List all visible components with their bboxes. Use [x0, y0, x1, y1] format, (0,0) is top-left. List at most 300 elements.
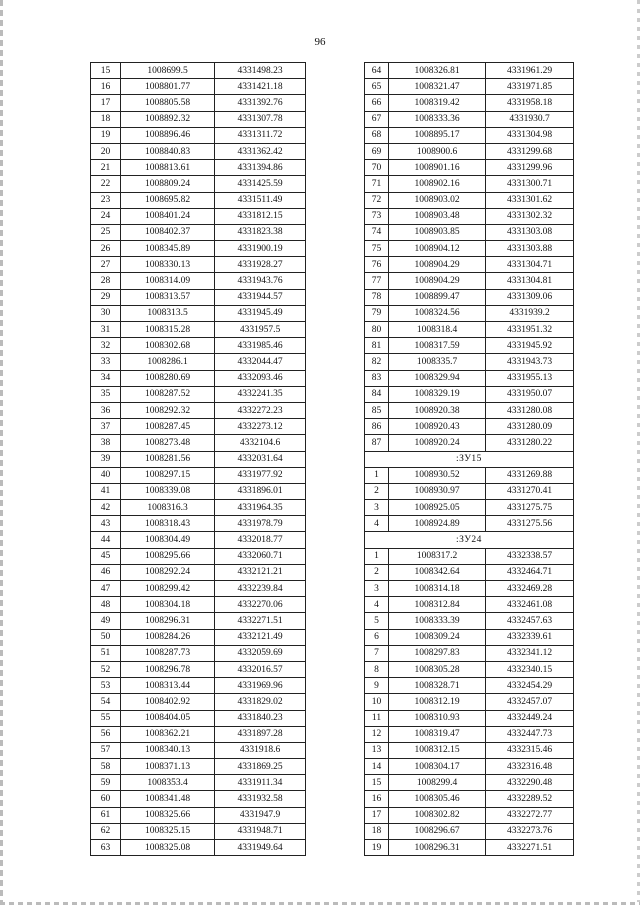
point-number: 84 [365, 386, 389, 402]
y-coordinate: 4332273.12 [215, 419, 306, 435]
table-row [91, 435, 306, 451]
coordinates-table-left [90, 62, 306, 856]
table-row [91, 710, 306, 726]
x-coordinate: 1008296.31 [121, 613, 215, 629]
point-number: 34 [91, 370, 121, 386]
point-number: 21 [91, 160, 121, 176]
x-coordinate: 1008333.39 [389, 613, 486, 629]
y-coordinate: 4332104.6 [215, 435, 306, 451]
x-coordinate: 1008296.78 [121, 661, 215, 677]
y-coordinate: 4332060.71 [215, 548, 306, 564]
y-coordinate: 4331945.92 [486, 338, 574, 354]
table-row [365, 419, 574, 435]
y-coordinate: 4332464.71 [486, 564, 574, 580]
y-coordinate: 4331840.23 [215, 710, 306, 726]
point-number: 47 [91, 581, 121, 597]
y-coordinate: 4332272.23 [215, 402, 306, 418]
table-row [365, 629, 574, 645]
y-coordinate: 4331301.62 [486, 192, 574, 208]
y-coordinate: 4331945.49 [215, 305, 306, 321]
table-row [365, 370, 574, 386]
x-coordinate: 1008286.1 [121, 354, 215, 370]
x-coordinate: 1008313.44 [121, 678, 215, 694]
table-row [91, 613, 306, 629]
point-number: 28 [91, 273, 121, 289]
point-number: 70 [365, 160, 389, 176]
y-coordinate: 4332121.21 [215, 564, 306, 580]
table-row [365, 289, 574, 305]
y-coordinate: 4331939.2 [486, 305, 574, 321]
point-number: 58 [91, 759, 121, 775]
table-row [91, 694, 306, 710]
point-number: 44 [91, 532, 121, 548]
y-coordinate: 4331955.13 [486, 370, 574, 386]
y-coordinate: 4331961.29 [486, 63, 574, 79]
y-coordinate: 4331303.08 [486, 224, 574, 240]
table-row [91, 823, 306, 839]
point-number: 10 [365, 694, 389, 710]
coordinates-table-right [364, 62, 574, 856]
y-coordinate: 4332121.49 [215, 629, 306, 645]
table-row [365, 726, 574, 742]
point-number: 38 [91, 435, 121, 451]
table-row [365, 483, 574, 499]
y-coordinate: 4331977.92 [215, 467, 306, 483]
x-coordinate: 1008900.6 [389, 143, 486, 159]
y-coordinate: 4331896.01 [215, 483, 306, 499]
point-number: 81 [365, 338, 389, 354]
table-row [91, 791, 306, 807]
x-coordinate: 1008335.7 [389, 354, 486, 370]
y-coordinate: 4331421.18 [215, 79, 306, 95]
point-number: 46 [91, 564, 121, 580]
y-coordinate: 4332315.46 [486, 742, 574, 758]
y-coordinate: 4332469.28 [486, 581, 574, 597]
table-row [91, 370, 306, 386]
table-row [365, 176, 574, 192]
table-row [91, 79, 306, 95]
x-coordinate: 1008296.31 [389, 840, 486, 856]
x-coordinate: 1008930.97 [389, 483, 486, 499]
y-coordinate: 4332018.77 [215, 532, 306, 548]
point-number: 25 [91, 224, 121, 240]
y-coordinate: 4331869.25 [215, 759, 306, 775]
point-number: 69 [365, 143, 389, 159]
point-number: 22 [91, 176, 121, 192]
y-coordinate: 4331911.34 [215, 775, 306, 791]
x-coordinate: 1008920.43 [389, 419, 486, 435]
x-coordinate: 1008920.24 [389, 435, 486, 451]
table-row [365, 548, 574, 564]
table-row [91, 726, 306, 742]
x-coordinate: 1008305.28 [389, 661, 486, 677]
section-row [365, 532, 574, 548]
point-number: 68 [365, 127, 389, 143]
x-coordinate: 1008312.84 [389, 597, 486, 613]
y-coordinate: 4331829.02 [215, 694, 306, 710]
x-coordinate: 1008317.59 [389, 338, 486, 354]
table-row [365, 661, 574, 677]
point-number: 3 [365, 500, 389, 516]
point-number: 17 [91, 95, 121, 111]
y-coordinate: 4331930.7 [486, 111, 574, 127]
x-coordinate: 1008329.94 [389, 370, 486, 386]
table-row [365, 435, 574, 451]
x-coordinate: 1008903.02 [389, 192, 486, 208]
table-row [91, 532, 306, 548]
x-coordinate: 1008296.67 [389, 823, 486, 839]
x-coordinate: 1008297.15 [121, 467, 215, 483]
point-number: 45 [91, 548, 121, 564]
table-row [91, 645, 306, 661]
x-coordinate: 1008299.4 [389, 775, 486, 791]
x-coordinate: 1008333.36 [389, 111, 486, 127]
table-row [91, 629, 306, 645]
point-number: 71 [365, 176, 389, 192]
y-coordinate: 4332016.57 [215, 661, 306, 677]
table-row [365, 516, 574, 532]
x-coordinate: 1008310.93 [389, 710, 486, 726]
y-coordinate: 4331900.19 [215, 241, 306, 257]
x-coordinate: 1008324.56 [389, 305, 486, 321]
y-coordinate: 4331311.72 [215, 127, 306, 143]
x-coordinate: 1008892.32 [121, 111, 215, 127]
y-coordinate: 4331280.08 [486, 402, 574, 418]
y-coordinate: 4331270.41 [486, 483, 574, 499]
y-coordinate: 4332339.61 [486, 629, 574, 645]
y-coordinate: 4331269.88 [486, 467, 574, 483]
table-row [365, 322, 574, 338]
x-coordinate: 1008930.52 [389, 467, 486, 483]
table-row [365, 386, 574, 402]
x-coordinate: 1008304.49 [121, 532, 215, 548]
x-coordinate: 1008341.48 [121, 791, 215, 807]
table-row [365, 791, 574, 807]
x-coordinate: 1008924.89 [389, 516, 486, 532]
x-coordinate: 1008801.77 [121, 79, 215, 95]
x-coordinate: 1008325.15 [121, 823, 215, 839]
x-coordinate: 1008273.48 [121, 435, 215, 451]
point-number: 64 [365, 63, 389, 79]
y-coordinate: 4331943.73 [486, 354, 574, 370]
table-row [365, 241, 574, 257]
table-row [91, 742, 306, 758]
y-coordinate: 4331964.35 [215, 500, 306, 516]
point-number: 48 [91, 597, 121, 613]
table-row [91, 322, 306, 338]
y-coordinate: 4331928.27 [215, 257, 306, 273]
table-row [365, 305, 574, 321]
y-coordinate: 4331958.18 [486, 95, 574, 111]
point-number: 33 [91, 354, 121, 370]
point-number: 7 [365, 645, 389, 661]
point-number: 20 [91, 143, 121, 159]
table-row [365, 759, 574, 775]
table-row [365, 402, 574, 418]
y-coordinate: 4331950.07 [486, 386, 574, 402]
point-number: 50 [91, 629, 121, 645]
table-row [91, 581, 306, 597]
point-number: 80 [365, 322, 389, 338]
x-coordinate: 1008695.82 [121, 192, 215, 208]
table-row [365, 645, 574, 661]
y-coordinate: 4332289.52 [486, 791, 574, 807]
point-number: 72 [365, 192, 389, 208]
table-row [365, 224, 574, 240]
section-label: :ЗУ24 [365, 532, 574, 548]
y-coordinate: 4331957.5 [215, 322, 306, 338]
y-coordinate: 4331951.32 [486, 322, 574, 338]
y-coordinate: 4331362.42 [215, 143, 306, 159]
y-coordinate: 4332454.29 [486, 678, 574, 694]
y-coordinate: 4331985.46 [215, 338, 306, 354]
x-coordinate: 1008903.48 [389, 208, 486, 224]
point-number: 13 [365, 742, 389, 758]
point-number: 65 [365, 79, 389, 95]
table-row [91, 208, 306, 224]
point-number: 16 [91, 79, 121, 95]
point-number: 41 [91, 483, 121, 499]
point-number: 32 [91, 338, 121, 354]
table-row [365, 581, 574, 597]
x-coordinate: 1008302.68 [121, 338, 215, 354]
y-coordinate: 4332044.47 [215, 354, 306, 370]
point-number: 57 [91, 742, 121, 758]
x-coordinate: 1008317.2 [389, 548, 486, 564]
x-coordinate: 1008404.05 [121, 710, 215, 726]
table-row [365, 710, 574, 726]
x-coordinate: 1008316.3 [121, 500, 215, 516]
table-row [365, 678, 574, 694]
x-coordinate: 1008401.24 [121, 208, 215, 224]
x-coordinate: 1008805.58 [121, 95, 215, 111]
x-coordinate: 1008312.19 [389, 694, 486, 710]
y-coordinate: 4331947.9 [215, 807, 306, 823]
point-number: 23 [91, 192, 121, 208]
x-coordinate: 1008297.83 [389, 645, 486, 661]
table-row [91, 95, 306, 111]
table-row [365, 613, 574, 629]
y-coordinate: 4331280.09 [486, 419, 574, 435]
table-row [365, 95, 574, 111]
y-coordinate: 4331948.71 [215, 823, 306, 839]
x-coordinate: 1008813.61 [121, 160, 215, 176]
table-row [91, 775, 306, 791]
y-coordinate: 4332341.12 [486, 645, 574, 661]
y-coordinate: 4332241.35 [215, 386, 306, 402]
point-number: 1 [365, 467, 389, 483]
y-coordinate: 4332338.57 [486, 548, 574, 564]
x-coordinate: 1008325.66 [121, 807, 215, 823]
point-number: 17 [365, 807, 389, 823]
x-coordinate: 1008925.05 [389, 500, 486, 516]
table-row [91, 402, 306, 418]
table-row [91, 759, 306, 775]
point-number: 51 [91, 645, 121, 661]
table-row [91, 516, 306, 532]
x-coordinate: 1008840.83 [121, 143, 215, 159]
table-row [365, 500, 574, 516]
x-coordinate: 1008895.17 [389, 127, 486, 143]
y-coordinate: 4332031.64 [215, 451, 306, 467]
x-coordinate: 1008325.08 [121, 840, 215, 856]
x-coordinate: 1008304.17 [389, 759, 486, 775]
x-coordinate: 1008339.08 [121, 483, 215, 499]
table-row [91, 338, 306, 354]
table-row [91, 483, 306, 499]
table-row [365, 467, 574, 483]
y-coordinate: 4331943.76 [215, 273, 306, 289]
point-number: 83 [365, 370, 389, 386]
point-number: 1 [365, 548, 389, 564]
table-row [91, 289, 306, 305]
x-coordinate: 1008328.71 [389, 678, 486, 694]
x-coordinate: 1008292.24 [121, 564, 215, 580]
point-number: 78 [365, 289, 389, 305]
x-coordinate: 1008314.09 [121, 273, 215, 289]
x-coordinate: 1008309.24 [389, 629, 486, 645]
table-row [91, 840, 306, 856]
point-number: 2 [365, 483, 389, 499]
x-coordinate: 1008340.13 [121, 742, 215, 758]
x-coordinate: 1008319.47 [389, 726, 486, 742]
table-row [365, 257, 574, 273]
point-number: 55 [91, 710, 121, 726]
x-coordinate: 1008292.32 [121, 402, 215, 418]
point-number: 5 [365, 613, 389, 629]
page-number: 96 [314, 36, 326, 48]
y-coordinate: 4332449.24 [486, 710, 574, 726]
table-row [365, 143, 574, 159]
point-number: 67 [365, 111, 389, 127]
point-number: 18 [365, 823, 389, 839]
point-number: 11 [365, 710, 389, 726]
x-coordinate: 1008345.89 [121, 241, 215, 257]
y-coordinate: 4331299.68 [486, 143, 574, 159]
y-coordinate: 4331971.85 [486, 79, 574, 95]
y-coordinate: 4331302.32 [486, 208, 574, 224]
y-coordinate: 4332273.76 [486, 823, 574, 839]
y-coordinate: 4331969.96 [215, 678, 306, 694]
table-row [365, 597, 574, 613]
x-coordinate: 1008318.43 [121, 516, 215, 532]
y-coordinate: 4331978.79 [215, 516, 306, 532]
point-number: 24 [91, 208, 121, 224]
y-coordinate: 4331392.76 [215, 95, 306, 111]
y-coordinate: 4332457.07 [486, 694, 574, 710]
table-row [91, 127, 306, 143]
y-coordinate: 4332093.46 [215, 370, 306, 386]
table-row [91, 160, 306, 176]
point-number: 77 [365, 273, 389, 289]
table-row [91, 500, 306, 516]
point-number: 76 [365, 257, 389, 273]
y-coordinate: 4331304.98 [486, 127, 574, 143]
table-row [365, 273, 574, 289]
y-coordinate: 4332457.63 [486, 613, 574, 629]
x-coordinate: 1008321.47 [389, 79, 486, 95]
x-coordinate: 1008280.69 [121, 370, 215, 386]
y-coordinate: 4332271.51 [486, 840, 574, 856]
y-coordinate: 4331823.38 [215, 224, 306, 240]
y-coordinate: 4331309.06 [486, 289, 574, 305]
y-coordinate: 4331300.71 [486, 176, 574, 192]
x-coordinate: 1008313.5 [121, 305, 215, 321]
y-coordinate: 4332340.15 [486, 661, 574, 677]
point-number: 18 [91, 111, 121, 127]
y-coordinate: 4331511.49 [215, 192, 306, 208]
table-row [91, 678, 306, 694]
point-number: 66 [365, 95, 389, 111]
x-coordinate: 1008295.66 [121, 548, 215, 564]
x-coordinate: 1008318.4 [389, 322, 486, 338]
table-row [91, 661, 306, 677]
y-coordinate: 4331275.75 [486, 500, 574, 516]
x-coordinate: 1008920.38 [389, 402, 486, 418]
x-coordinate: 1008903.85 [389, 224, 486, 240]
point-number: 87 [365, 435, 389, 451]
x-coordinate: 1008312.15 [389, 742, 486, 758]
y-coordinate: 4331303.88 [486, 241, 574, 257]
point-number: 53 [91, 678, 121, 694]
y-coordinate: 4331307.78 [215, 111, 306, 127]
table-row [91, 467, 306, 483]
x-coordinate: 1008904.29 [389, 257, 486, 273]
table-row [365, 564, 574, 580]
x-coordinate: 1008809.24 [121, 176, 215, 192]
y-coordinate: 4332316.48 [486, 759, 574, 775]
x-coordinate: 1008899.47 [389, 289, 486, 305]
point-number: 9 [365, 678, 389, 694]
y-coordinate: 4332447.73 [486, 726, 574, 742]
y-coordinate: 4331932.58 [215, 791, 306, 807]
point-number: 31 [91, 322, 121, 338]
point-number: 40 [91, 467, 121, 483]
y-coordinate: 4331897.28 [215, 726, 306, 742]
y-coordinate: 4332059.69 [215, 645, 306, 661]
point-number: 61 [91, 807, 121, 823]
point-number: 6 [365, 629, 389, 645]
point-number: 29 [91, 289, 121, 305]
point-number: 79 [365, 305, 389, 321]
y-coordinate: 4331944.57 [215, 289, 306, 305]
x-coordinate: 1008304.18 [121, 597, 215, 613]
x-coordinate: 1008326.81 [389, 63, 486, 79]
point-number: 52 [91, 661, 121, 677]
point-number: 54 [91, 694, 121, 710]
table-row [91, 241, 306, 257]
x-coordinate: 1008287.45 [121, 419, 215, 435]
table-row [91, 807, 306, 823]
point-number: 86 [365, 419, 389, 435]
y-coordinate: 4332270.06 [215, 597, 306, 613]
table-row [365, 742, 574, 758]
section-label: :ЗУ15 [365, 451, 574, 467]
table-row [365, 160, 574, 176]
point-number: 4 [365, 516, 389, 532]
point-number: 12 [365, 726, 389, 742]
table-row [91, 273, 306, 289]
x-coordinate: 1008284.26 [121, 629, 215, 645]
table-row [91, 451, 306, 467]
table-row [91, 386, 306, 402]
point-number: 15 [365, 775, 389, 791]
table-row [91, 224, 306, 240]
table-row [365, 111, 574, 127]
point-number: 56 [91, 726, 121, 742]
point-number: 73 [365, 208, 389, 224]
y-coordinate: 4332461.08 [486, 597, 574, 613]
